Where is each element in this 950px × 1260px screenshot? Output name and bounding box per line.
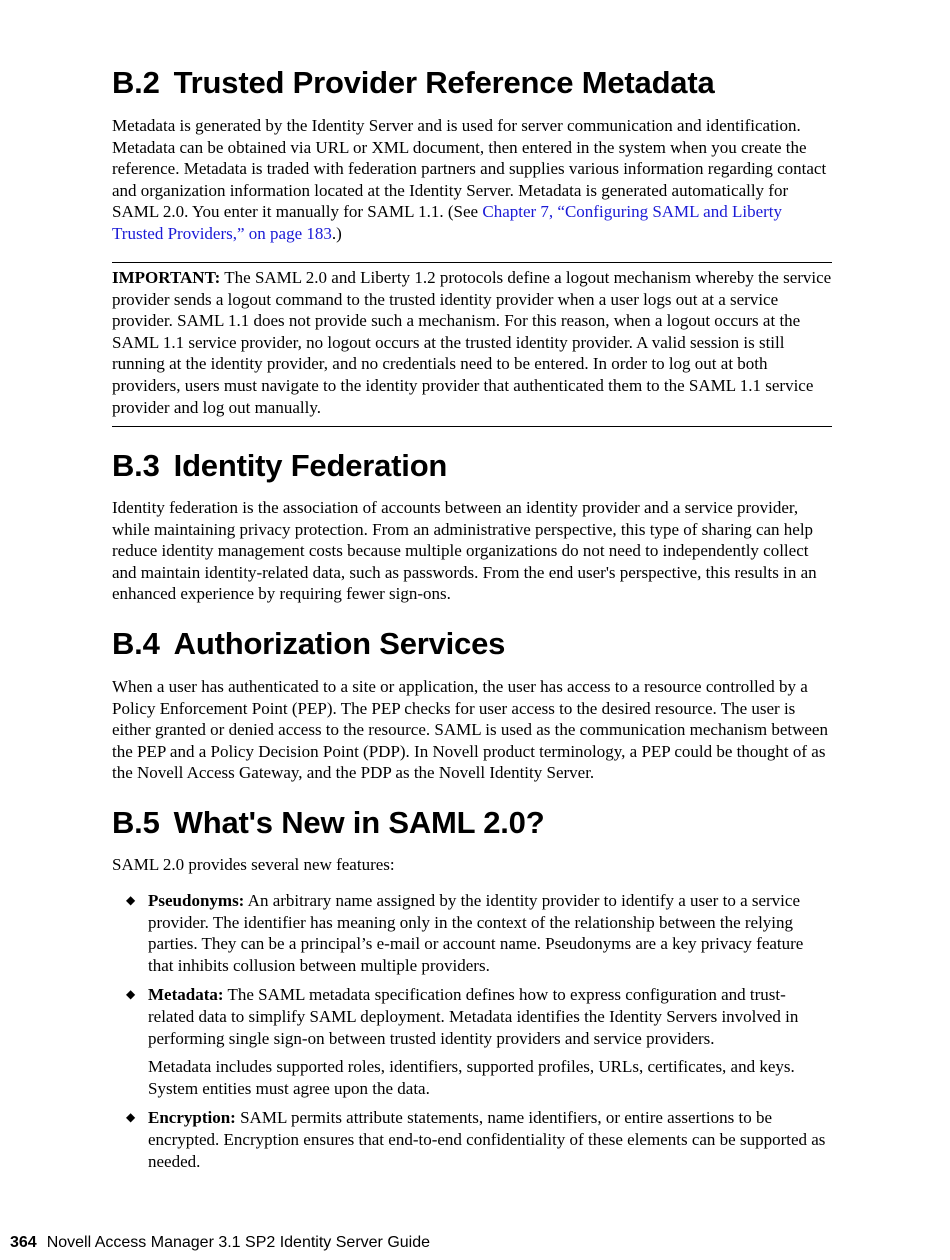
page-footer [10,1233,430,1253]
section-number: B.3 [112,448,160,483]
section-number: B.4 [112,626,160,661]
list-item-metadata [112,984,832,1099]
important-label: IMPORTANT: [112,268,221,287]
section-number: B.2 [112,65,160,100]
feature-label: Encryption: [148,1108,236,1128]
chapter-7-link[interactable]: Chapter 7, “Configuring SAML and Liberty Trusted Providers,” on page 183 [112,202,783,243]
feature-text: An arbitrary name assigned by the identity provider to identify a user to a service provider. The identifier has meaning only in the context of the relationship between the relying parties. They can be a principal’s e-mail or account name. Pseudonyms are a key privacy feature that inhibits collusion between multiple providers. [148,891,804,975]
feature-label: Pseudonyms: [148,891,245,910]
feature-text: SAML permits attribute statements, name identifiers, or entire assertions to be encrypted. Encryption ensures that end-to-end confidentiality of these elements can be supported as needed. [148,1108,826,1171]
section-title: Identity Federation [173,448,448,483]
feature-label: Metadata: [148,985,224,1005]
important-note [112,262,832,427]
section-heading-b3 [112,448,852,484]
page-number: 364 [10,1234,37,1251]
list-item-encryption [112,1107,832,1172]
b2-paragraph: Metadata is generated by the Identity Server and is used for server communication and identification. Metadata can be obtained via URL or XML document, then entered in the system when you create the reference. Metadata is traded with federation partners and supplies various information regarding contact and organization information located at the Identity Server. Metadata is generated automatically for SAML 2.0. You enter it manually for SAML 1.1. (See Chapter 7, “Configuring SAML and Liberty Trusted Providers,” on page 183.) [112,116,827,243]
section-title: What's New in SAML 2.0? [173,805,545,840]
section-heading-b4 [112,626,852,662]
diamond-bullet-icon: ◆ [126,987,136,1002]
b5-intro: SAML 2.0 provides several new features: [112,855,395,874]
feature-extra-text: Metadata includes supported roles, identifiers, supported profiles, URLs, certificates, and keys. System entities must agree upon the data. [148,1057,795,1098]
feature-list [112,890,832,1172]
feature-text: The SAML metadata specification defines how to express configuration and trust-related data to simplify SAML deployment. Metadata identifies the Identity Servers involved in performing single sign-on between trusted identity providers and service providers. [148,985,799,1048]
section-title: Trusted Provider Reference Metadata [173,65,715,100]
section-heading-b5 [112,805,852,841]
important-text: The SAML 2.0 and Liberty 1.2 protocols define a logout mechanism whereby the service provider sends a logout command to the trusted identity provider when a user logs out at a service provider. SAML 1.1 does not provide such a mechanism. For this reason, when a logout occurs at the SAML 1.1 service provider, no logout occurs at the trusted identity provider. A valid session is still running at the identity provider, and no credentials need to be entered. In order to log out at both providers, users must navigate to the identity provider that authenticated them to the SAML 1.1 service provider and log out manually. [112,268,832,417]
section-title: Authorization Services [173,626,506,661]
diamond-bullet-icon: ◆ [126,1110,136,1125]
diamond-bullet-icon: ◆ [126,893,136,907]
section-heading-b2 [112,65,852,101]
list-item-pseudonyms [112,890,832,976]
b3-paragraph: Identity federation is the association of accounts between an identity provider and a service provider, while maintaining privacy protection. From an administrative perspective, this type of sharing can help reduce identity management costs because multiple organizations do not need to independently collect and maintain identity-related data, such as passwords. From the end user's perspective, this results in an enhanced experience by requiring fewer sign-ons. [112,498,817,604]
book-title: Novell Access Manager 3.1 SP2 Identity Server Guide [46,1234,431,1251]
section-number: B.5 [112,805,160,840]
b4-paragraph: When a user has authenticated to a site or application, the user has access to a resource controlled by a Policy Enforcement Point (PEP). The PEP checks for user access to the desired resource. The user is either granted or denied access to the resource. SAML is used as the communication mechanism between the PEP and a Policy Decision Point (PDP). In Novell product terminology, a PEP could be thought of as the Novell Access Gateway, and the PDP as the Novell Identity Server. [112,677,828,783]
